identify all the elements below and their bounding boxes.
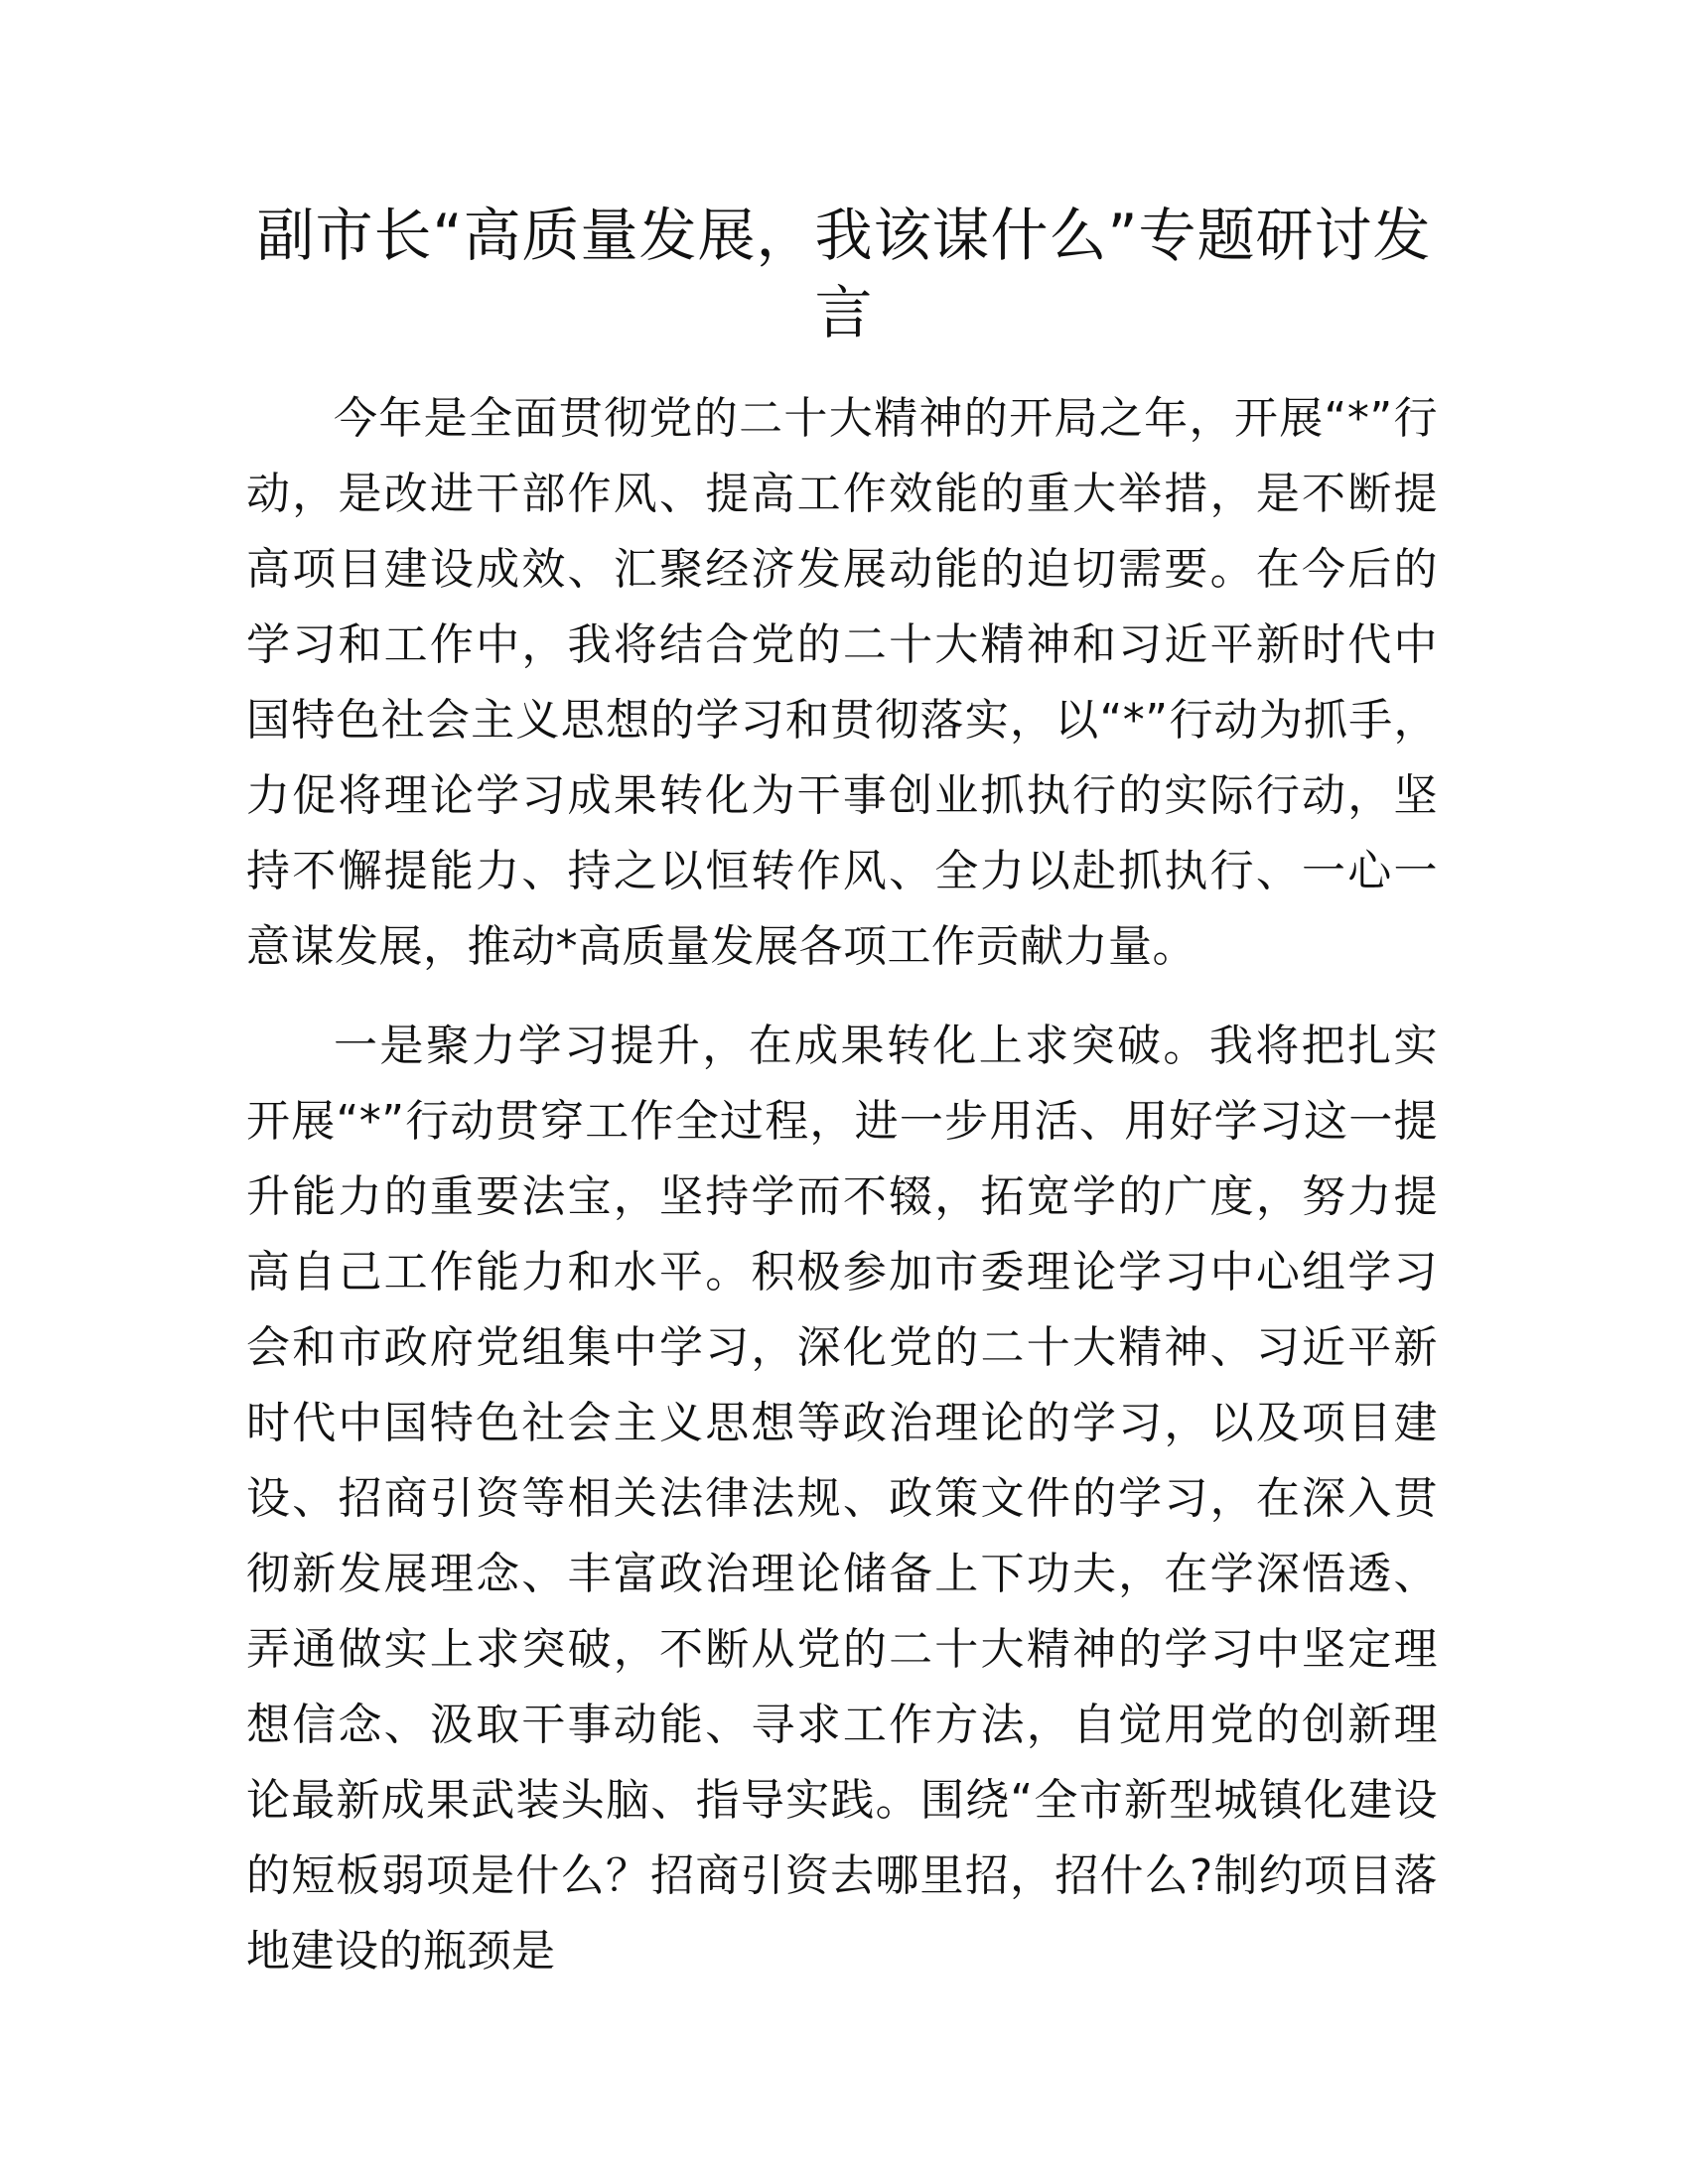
paragraph-intro: 今年是全面贯彻党的二十大精神的开局之年，开展“*”行动，是改进干部作风、提高工作效能的重大举措，是不断提高项目建设成效、汇聚经济发展动能的迫切需要。在今后的学习和工作中，我将结合党的二十大精神和习近平新时代中国特色社会主义思想的学习和贯彻落实，以“*”行动为抓手，力促将理论学习成果转化为干事创业抓执行的实际行动，坚持不懈提能力、持之以恒转作风、全力以赴抓执行、一心一意谋发展，推动*高质量发展各项工作贡献力量。	[246, 393, 1438, 972]
document-title: 副市长“高质量发展，我该谋什么”专题研讨发言	[256, 202, 1432, 346]
document-body	[246, 381, 1438, 2013]
paragraph-point-one: 一是聚力学习提升，在成果转化上求突破。我将把扎实开展“*”行动贯穿工作全过程，进一步用活、用好学习这一提升能力的重要法宝，坚持学而不辍，拓宽学的广度，努力提高自己工作能力和水平。积极参加市委理论学习中心组学习会和市政府党组集中学习，深化党的二十大精神、习近平新时代中国特色社会主义思想等政治理论的学习，以及项目建设、招商引资等相关法律法规、政策文件的学习，在深入贯彻新发展理念、丰富政治理论储备上下功夫，在学深悟透、弄通做实上求突破，不断从党的二十大精神的学习中坚定理想信念、汲取干事动能、寻求工作方法，自觉用党的创新理论最新成果武装头脑、指导实践。围绕“全市新型城镇化建设的短板弱项是什么？招商引资去哪里招，招什么?制约项目落地建设的瓶颈是	[246, 1021, 1438, 1977]
